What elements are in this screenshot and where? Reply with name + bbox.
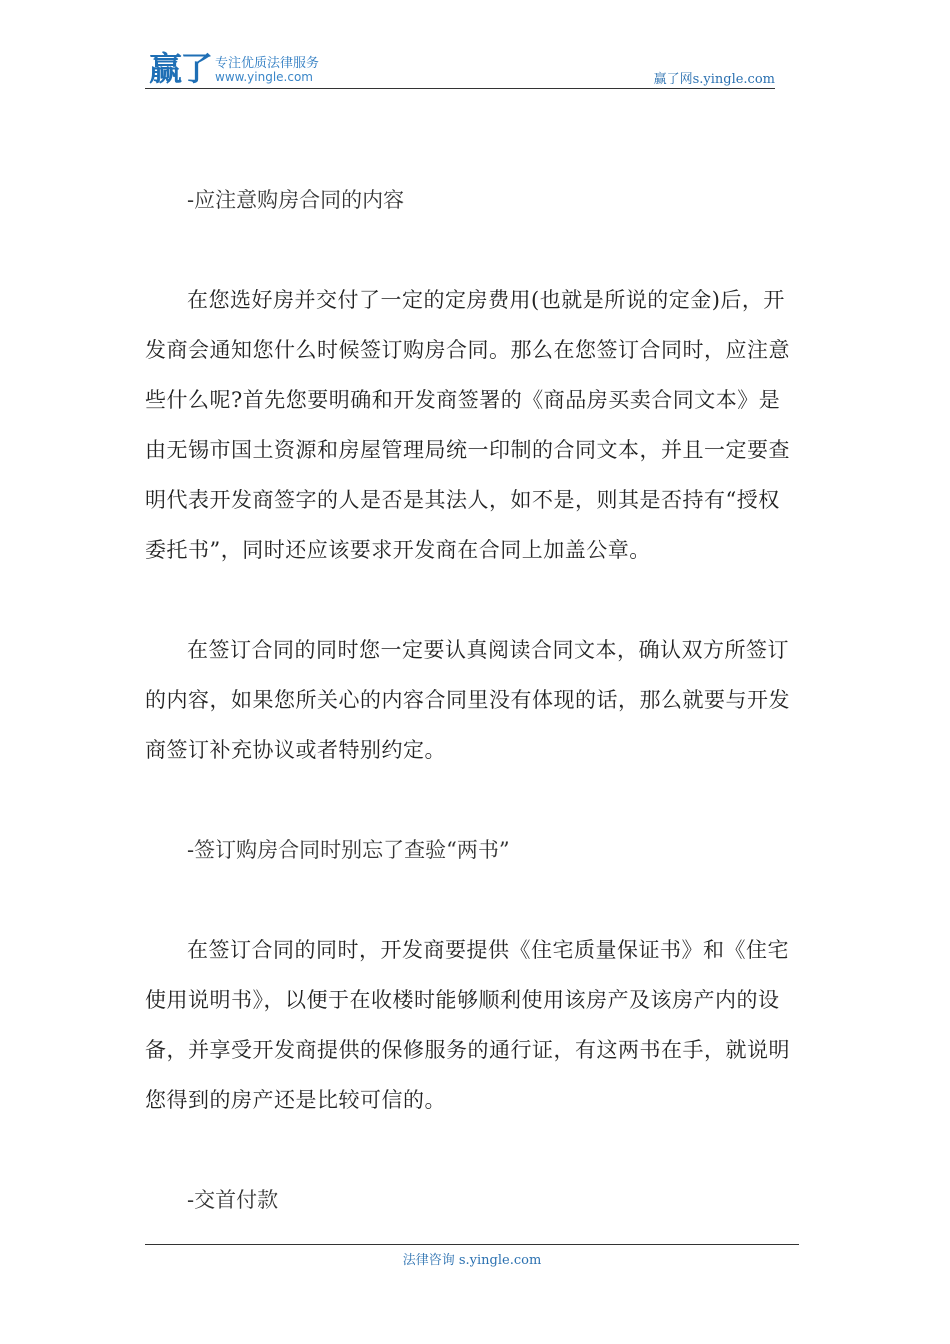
- document-body: [145, 175, 795, 1275]
- paragraph-read-contract: 在签订合同的同时您一定要认真阅读合同文本，确认双方所签订的内容，如果您所关心的内容合同里没有体现的话，那么就要与开发商签订补充协议或者特别约定。: [145, 638, 790, 762]
- page-header: [145, 50, 775, 89]
- logo-url[interactable]: www.yingle.com: [215, 70, 313, 84]
- paragraph-contract-notice: 在您选好房并交付了一定的定房费用(也就是所说的定金)后，开发商会通知您什么时候签订购房合同。那么在您签订合同时，应注意些什么呢?首先您要明确和开发商签署的《商品房买卖合同文本》是由无锡市国土资源和房屋管理局统一印制的合同文本，并且一定要查明代表开发商签字的人是否是其法人，如不是，则其是否持有“授权委托书”，同时还应该要求开发商在合同上加盖公章。: [145, 288, 790, 562]
- page-footer: [145, 1244, 799, 1268]
- footer-link[interactable]: 法律咨询 s.yingle.com: [402, 1253, 542, 1268]
- section-heading-down-payment: -交首付款: [187, 1188, 279, 1212]
- logo-slogan: 专注优质法律服务: [215, 56, 320, 71]
- section-heading-two-documents: -签订购房合同时别忘了查验“两书”: [187, 838, 510, 862]
- section-heading-contract: -应注意购房合同的内容: [187, 188, 405, 212]
- header-site-link[interactable]: 赢了网s.yingle.com: [653, 72, 775, 87]
- site-logo[interactable]: 赢了: [149, 49, 211, 88]
- paragraph-two-documents: 在签订合同的同时，开发商要提供《住宅质量保证书》和《住宅使用说明书》，以便于在收楼时能够顺利使用该房产及该房产内的设备，并享受开发商提供的保修服务的通行证，有这两书在手，就说明您得到的房产还是比较可信的。: [145, 938, 790, 1112]
